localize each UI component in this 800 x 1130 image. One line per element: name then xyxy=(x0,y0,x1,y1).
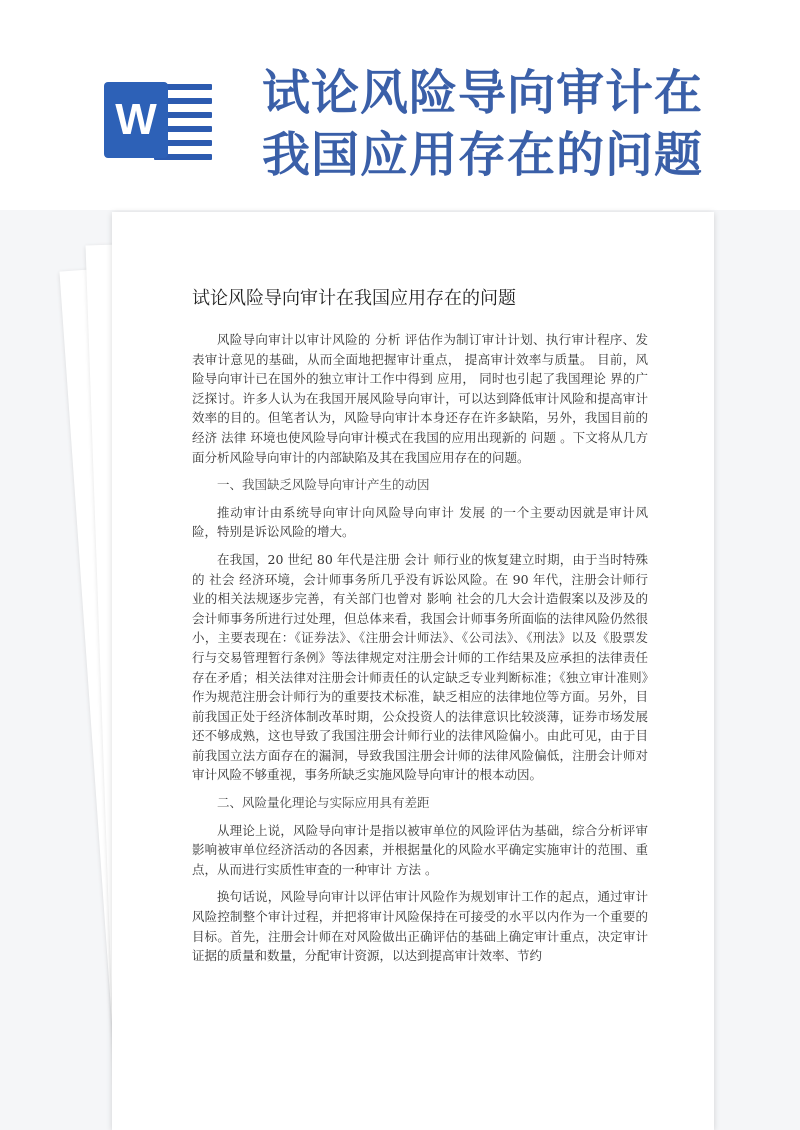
section-heading: 一、我国缺乏风险导向审计产生的动因 xyxy=(217,477,430,493)
document-title: 试论风险导向审计在我国应用存在的问题 xyxy=(192,288,516,309)
section-heading: 二、风险量化理论与实际应用具有差距 xyxy=(217,795,430,811)
document-page xyxy=(112,212,714,1130)
document-body xyxy=(192,330,648,974)
paragraph: 换句话说，风险导向审计以评估审计风险作为规划审计工作的起点，通过审计风险控制整个审计过程，并把将审计风险保持在可接受的水平以内作为一个重要的目标。首先，注册会计师在对风险做出正确评估的基础上确定审计重点，决定审计证据的质量和数量，分配审计资源，以达到提高审计效率、节约 xyxy=(192,889,648,964)
page-title: 试论风险导向审计在我国应用存在的问题 xyxy=(262,65,704,183)
header xyxy=(0,0,800,210)
paragraph: 风险导向审计以审计风险的 分析 评估作为制订审计计划、执行审计程序、发表审计意见的基础，从而全面地把握审计重点， 提高审计效率与质量。 目前，风险导向审计已在国外的独立审计工作中得到 应用， 同时也引起了我国理论 界的广泛探讨。许多人认为在我国开展风险导向审计，可以达到降低审计风险和提高审计效率的目的。但笔者认为，风险导向审计本身还存在许多缺陷，另外，我国目前的 经济 法律 环境也使风险导向审计模式在我国的应用出现新的 问题 。下文将从几方面分析风险导向审计的内部缺陷及其在我国应用存在的问题。 xyxy=(192,332,648,465)
paragraph: 从理论上说，风险导向审计是指以被审单位的风险评估为基础，综合分析评审影响被审单位经济活动的各因素，并根据量化的风险水平确定实施审计的范围、重点，从而进行实质性审查的一种审计 方法 。 xyxy=(192,822,648,877)
word-document-icon xyxy=(104,72,212,168)
paragraph: 推动审计由系统导向审计向风险导向审计 发展 的一个主要动因就是审计风险，特别是诉讼风险的增大。 xyxy=(192,504,648,540)
paragraph: 在我国，20 世纪 80 年代是注册 会计 师行业的恢复建立时期，由于当时特殊的 社会 经济环境，会计师事务所几乎没有诉讼风险。在 90 年代，注册会计师行业的相关法规逐步完善，有关部门也曾对 影响 社会的几大会计造假案以及涉及的会计师事务所进行过处理，但总体来看，我国会计师事务所面临的法律风险仍然很小，主要表现在：《证券法》、《注册会计师法》、《公司法》、《刑法》以及《股票发行与交易管理暂行条例》等法律规定对注册会计师的工作结果及应承担的法律责任存在矛盾；相关法律对注册会计师责任的认定缺乏专业判断标准；《独立审计准则》作为规范注册会计师行为的重要技术标准，缺乏相应的法律地位等方面。另外，目前我国正处于经济体制改革时期，公众投资人的法律意识比较淡薄，证券市场发展还不够成熟，这也导致了我国注册会计师行业的法律风险偏小。由此可见，由于目前我国立法方面存在的漏洞，导致我国注册会计师的法律风险偏低，注册会计师对审计风险不够重视，事务所缺乏实施风险导向审计的根本动因。 xyxy=(192,551,648,783)
word-icon-badge: W xyxy=(104,82,168,158)
